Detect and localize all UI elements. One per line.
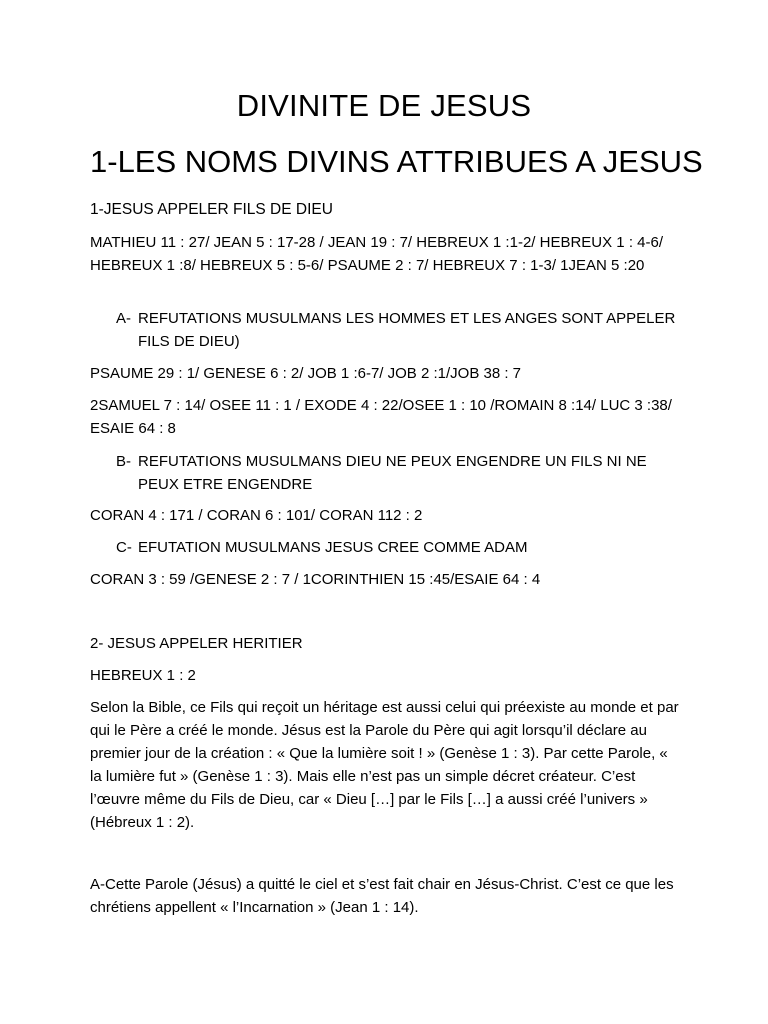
list-text-b: REFUTATIONS MUSULMANS DIEU NE PEUX ENGENDRE UN FILS NI NE PEUX ETRE ENGENDRE [138,453,647,493]
list-item-b [116,450,680,496]
document-title: DIVINITE DE JESUS [236,88,532,123]
references-b: CORAN 4 : 171 / CORAN 6 : 101/ CORAN 112 : 2 [90,507,423,524]
list-text-c: EFUTATION MUSULMANS JESUS CREE COMME ADAM [138,539,528,556]
list-item-a [116,307,680,353]
section1-references: MATHIEU 11 : 27/ JEAN 5 : 17-28 / JEAN 19 : 7/ HEBREUX 1 :1-2/ HEBREUX 1 : 4-6/ HEBREUX 1 :8/ HEBREUX 5 : 5-6/ PSAUME 2 : 7/ HEBREUX 7 : 1-3/ 1JEAN 5 :20 [90,234,663,274]
document-subtitle: 1-LES NOMS DIVINS ATTRIBUES A JESUS [90,144,703,179]
list-marker-b: B- [116,453,131,470]
list-item-c [116,536,680,559]
references-c: CORAN 3 : 59 /GENESE 2 : 7 / 1CORINTHIEN 15 :45/ESAIE 64 : 4 [90,571,541,588]
references-a2: 2SAMUEL 7 : 14/ OSEE 11 : 1 / EXODE 4 : 22/OSEE 1 : 10 /ROMAIN 8 :14/ LUC 3 :38/ ESAIE 64 : 8 [90,397,672,437]
section2-paragraph: Selon la Bible, ce Fils qui reçoit un héritage est aussi celui qui préexiste au monde et par qui le Père a créé le monde. Jésus est la Parole du Père qui agit lorsqu’il déclare au premier jour de la création : « Que la lumière soit ! » (Genèse 1 : 3). Par cette Parole, « la lumière fut » (Genèse 1 : 3). Mais elle n’est pas un simple décret créateur. C’est l’œuvre même du Fils de Dieu, car « Dieu […] par le Fils […] a aussi créé l’univers » (Hébreux 1 : 2). [90,699,679,831]
section2-paragraph-a: A-Cette Parole (Jésus) a quitté le ciel et s’est fait chair en Jésus-Christ. C’est ce que les chrétiens appellent « l’Incarnation » (Jean 1 : 14). [90,876,674,916]
references-a1: PSAUME 29 : 1/ GENESE 6 : 2/ JOB 1 :6-7/ JOB 2 :1/JOB 38 : 7 [90,365,522,382]
list-marker-a: A- [116,310,131,327]
list-marker-c: C- [116,539,132,556]
section2-reference: HEBREUX 1 : 2 [90,667,196,684]
section2-heading: 2- JESUS APPELER HERITIER [90,635,303,652]
section1-heading: 1-JESUS APPELER FILS DE DIEU [90,201,333,218]
list-text-a: REFUTATIONS MUSULMANS LES HOMMES ET LES ANGES SONT APPELER FILS DE DIEU) [138,310,676,350]
